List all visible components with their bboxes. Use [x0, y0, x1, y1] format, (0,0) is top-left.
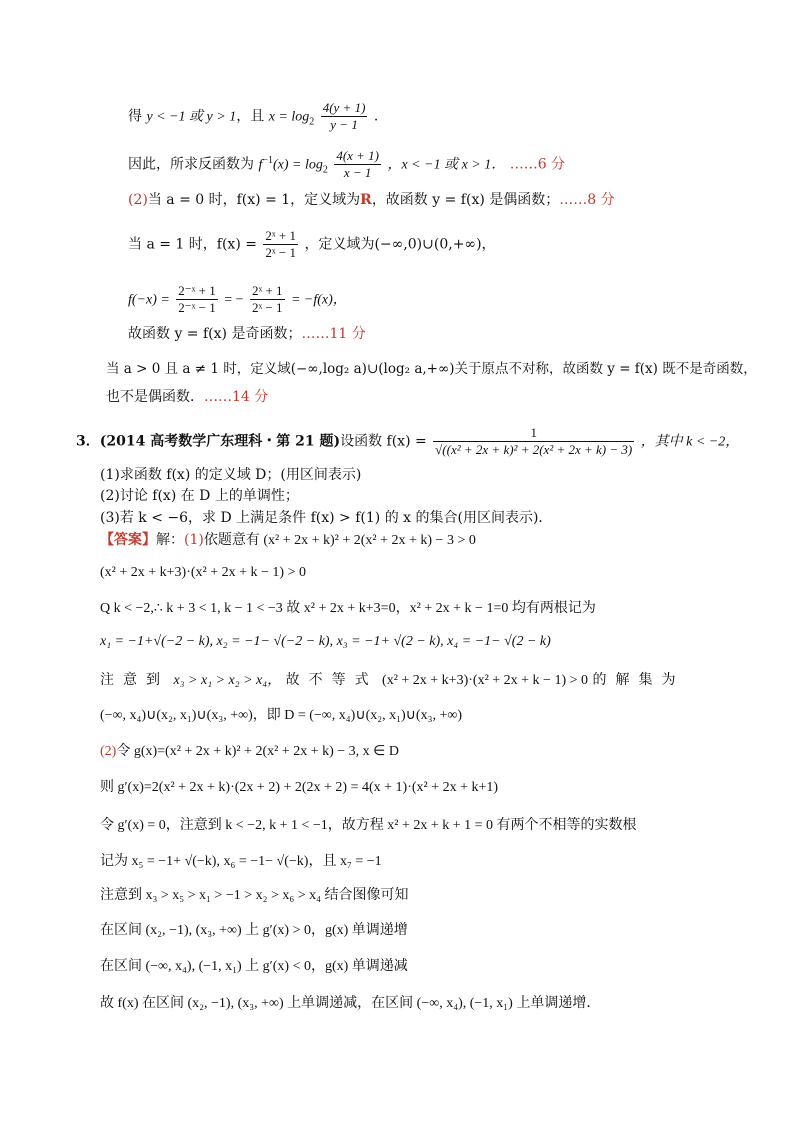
numerator: 4(x + 1) — [336, 148, 380, 163]
text: 解： — [156, 532, 184, 548]
answer-line-5 — [100, 670, 684, 691]
answer-line-12 — [100, 921, 408, 941]
text: 故不等式 — [285, 672, 378, 688]
answer-line-3 — [100, 599, 596, 619]
math: 令 g′(x) = 0，注意到 k < −2, k + 1 < −1，故方程 x² + 2x + k + 1 = 0 有两个不相等的实数根 — [100, 818, 637, 833]
text: 注意到 — [100, 672, 169, 688]
solution-line-general — [106, 359, 757, 379]
log-base: 2 — [322, 164, 328, 176]
numerator: 1 — [433, 425, 634, 442]
fraction — [250, 283, 285, 316]
answer-line-8 — [100, 778, 498, 798]
text: 当 a > 0 且 a ≠ 1 时，定义域(−∞,log₂ a)∪(log₂ a,+∞)关于原点不对称，故函数 y = f(x) 既不是奇函数， — [106, 361, 757, 377]
denominator: x − 1 — [343, 165, 372, 180]
math: (x² + 2x + k+3)·(x² + 2x + k − 1) > 0 — [100, 565, 306, 580]
text: (1)求函数 f(x) 的定义域 D；(用区间表示) — [100, 467, 362, 483]
problem-number: 3． — [76, 433, 100, 450]
solution-line-a-one — [128, 228, 496, 261]
answer-line-10 — [100, 852, 382, 872]
math: 依题意有 (x² + 2x + k)² + 2(x² + 2x + k) − 3 > 0 — [203, 533, 476, 548]
answer-line-9 — [100, 816, 637, 836]
text: ，故函数 y = f(x) 是偶函数； — [371, 192, 560, 208]
solution-line-a-zero — [128, 190, 615, 210]
solution-line-inverse-function — [128, 148, 565, 181]
text: 当 a = 0 时，f(x) = 1，定义域为 — [147, 192, 361, 208]
solution-line-odd — [128, 324, 366, 344]
numerator: 2⁻ˣ + 1 — [178, 283, 216, 298]
math: ，其中 k < −2， — [640, 434, 740, 450]
math: x₃ > x₁ > x₂ > x₄， — [173, 673, 282, 688]
denominator: 2ˣ − 1 — [265, 245, 297, 260]
math: f — [258, 157, 263, 173]
numerator: 4(y + 1) — [322, 100, 366, 115]
text: 的解集为 — [592, 672, 685, 688]
answer-line-6 — [100, 706, 462, 726]
text: ，且 — [236, 108, 265, 125]
question-3 — [100, 508, 552, 528]
log-base: 2 — [309, 116, 315, 128]
fraction — [263, 228, 298, 261]
answer-line-13 — [100, 957, 408, 977]
math: (x² + 2x + k+3)·(x² + 2x + k − 1) > 0 — [382, 673, 589, 688]
math: (−∞, x₄)∪(x₂, x₁)∪(x₃, +∞)，即 D = (−∞, x₄)∪(x₂, x₁)∪(x₃, +∞) — [100, 708, 462, 723]
text: 也不是偶函数． — [106, 389, 204, 405]
score-marker: ……11 分 — [301, 326, 366, 342]
math: f(−x) = — [128, 292, 170, 308]
answer-line-14 — [100, 994, 600, 1014]
text: 设函数 f(x) = — [340, 433, 427, 450]
numerator: 2ˣ + 1 — [265, 228, 297, 243]
answer-line-7 — [100, 742, 399, 762]
fraction — [433, 425, 634, 458]
math: 则 g′(x)=2(x² + 2x + k)·(2x + 2) + 2(2x + 2) = 4(x + 1)·(x² + 2x + k+1) — [100, 780, 499, 795]
math: x₁ = −1+√(−2 − k), x₂ = −1− √(−2 − k), x₃ = −1+ √(2 − k), x₄ = −1− √(2 − k) — [100, 634, 551, 649]
math: y < −1 或 y > 1 — [146, 109, 237, 125]
math: = − — [224, 292, 244, 308]
solution-line-neither — [106, 387, 268, 407]
math: R — [360, 192, 372, 208]
superscript: −1 — [262, 154, 273, 166]
math: ，x < −1 或 x > 1． — [387, 157, 506, 173]
answer-label: 【答案】 — [100, 532, 156, 548]
answer-line-11 — [100, 886, 409, 906]
fraction — [334, 148, 381, 181]
solution-line-inverse-domain — [128, 100, 378, 133]
score-marker: ……8 分 — [559, 192, 615, 208]
text: 得 — [128, 108, 142, 125]
text: 故函数 y = f(x) 是奇函数； — [128, 326, 302, 342]
text: . — [373, 108, 379, 125]
denominator: √((x² + 2x + k)² + 2(x² + 2x + k) − 3) — [435, 442, 633, 457]
fraction — [321, 100, 368, 133]
math: 记为 x₅ = −1+ √(−k), x₆ = −1− √(−k)，且 x₇ = −1 — [100, 854, 382, 869]
denominator: y − 1 — [330, 117, 358, 132]
answer-line-1 — [100, 530, 476, 551]
math: (x) = log — [272, 157, 323, 173]
answer-line-2 — [100, 563, 306, 583]
math: 故 f(x) 在区间 (x₂, −1), (x₃, +∞) 上单调递减，在区间 (−∞, x₄), (−1, x₁) 上单调递增． — [100, 996, 601, 1011]
math: 令 g(x)=(x² + 2x + k)² + 2(x² + 2x + k) − 3, x ∈ D — [116, 744, 399, 759]
text: (2)讨论 f(x) 在 D 上的单调性； — [100, 488, 299, 504]
part-label: (2) — [100, 744, 117, 759]
math: Q k < −2,∴ k + 3 < 1, k − 1 < −3 故 x² + 2x + k+3=0，x² + 2x + k − 1=0 均有两根记为 — [100, 601, 596, 616]
problem-source: (2014 高考数学广东理科・第 21 题) — [99, 433, 341, 450]
part-label: (2) — [128, 192, 148, 208]
part-label: (1) — [184, 532, 204, 548]
text: ，定义域为(−∞,0)∪(0,+∞)， — [304, 236, 496, 253]
text: 当 a = 1 时，f(x) = — [128, 236, 257, 253]
problem-3-statement — [76, 425, 739, 458]
math: 注意到 x₃ > x₅ > x₁ > −1 > x₂ > x₆ > x₄ 结合图像可知 — [100, 888, 409, 903]
score-marker: ……14 分 — [204, 389, 269, 405]
math: x = log — [268, 109, 310, 125]
denominator: 2ˣ − 1 — [251, 300, 283, 315]
score-marker: ……6 分 — [509, 156, 566, 173]
math: = −f(x)， — [290, 292, 347, 308]
answer-line-4 — [100, 632, 551, 652]
math: 在区间 (x₂, −1), (x₃, +∞) 上 g′(x) > 0，g(x) 单调递增 — [100, 923, 408, 938]
numerator: 2ˣ + 1 — [251, 283, 283, 298]
text: (3)若 k < −6，求 D 上满足条件 f(x) > f(1) 的 x 的集合(用区间表示)． — [100, 510, 553, 526]
fraction — [176, 283, 217, 316]
solution-line-odd-check — [128, 283, 347, 316]
denominator: 2⁻ˣ − 1 — [178, 300, 216, 315]
question-2 — [100, 486, 299, 506]
text: 因此，所求反函数为 — [128, 156, 254, 173]
question-1 — [100, 465, 361, 485]
math: 在区间 (−∞, x₄), (−1, x₁) 上 g′(x) < 0，g(x) 单调递减 — [100, 959, 408, 974]
